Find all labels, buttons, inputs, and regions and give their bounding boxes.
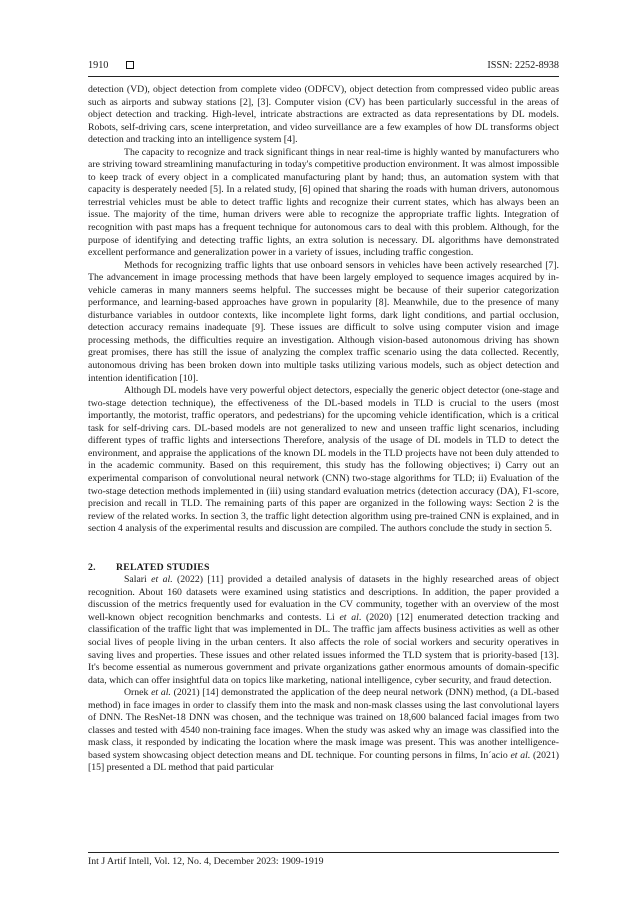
italic-run: et al.	[151, 687, 171, 699]
text-run: (2021) [14] demonstrated the application of the deep neural network (DNN) method, (a DL-based method) in face images in order to classify them into the mask and non-mask classes using the last convolutional layers of DNN. The ResNet-18 DNN was chosen, and the technique was trained on 18,600 balanced facial images from two classes and tested with 4540 non-training face images. When the study was asked why an image was classified into the mask class, it responded by indicating the location where the mask image was present. This was another intelligence-based system showcasing object detection means and DL technique. For counting persons in films, In´acio	[88, 687, 559, 761]
page-number: 1910	[88, 60, 109, 71]
text-run: Salari	[124, 574, 152, 586]
running-header	[88, 60, 559, 76]
section-number: 2.	[88, 561, 96, 573]
paragraph	[88, 574, 559, 687]
text-run: (2022) [11] provided a detailed analysis of datasets in the highly researched areas of object recognition. About 160 datasets were examined using statistics and descriptions. In addition, the paper provided a discussion of the metrics frequently used for evaluation in the CV community, together with an overview of the most well-known object recognition benchmarks and contests. Li	[88, 574, 559, 623]
text-run: Ornek	[124, 687, 152, 699]
paragraph: detection (VD), object detection from complete video (ODFCV), object detection from compressed video public areas such as airports and subway stations [2], [3]. Computer vision (CV) has been particularly successful in the areas of object detection and tracking. High-level, intricate abstractions are extracted as data representations by DL models. Robots, self-driving cars, scene interpretation, and video surveillance are a few examples of how DL transforms object detection and tracking into an intelligence system [4].	[88, 84, 559, 146]
body-text	[88, 84, 559, 775]
paragraph: Although DL models have very powerful object detectors, especially the generic object detector (one-stage and two-stage detection technique), the effectiveness of the DL-based models in TLD is crucial to the users (most importantly, the motorist, traffic operators, and pedestrians) for the upcoming vehicle identification, which is a critical task for self-driving cars. DL-based models are not generalized to new and unseen traffic light scenarios, including different types of traffic lights and intersections Therefore, analysis of the usage of DL models in TLD to detect the environment, and appraise the applications of the known DL models in the TLD projects have not been duly attended to in the academic community. Based on this requirement, this study has the following objectives; i) Carry out an experimental comparison of convolutional neural network (CNN) two-stage algorithms for TLD; ii) Evaluation of the two-stage detection methods implemented in (iii) using standard evaluation metrics (detection accuracy (DA), F1-score, precision and recall in TLD. The remaining parts of this paper are organized in the following ways: Section 2 is the review of the related works. In section 3, the traffic light detection algorithm using pre-trained CNN is explained, and in section 4 analysis of the experimental results and discussion are compiled. The authors conclude the study in section 5.	[88, 385, 559, 535]
paragraph: The capacity to recognize and track significant things in near real-time is highly wanted by manufacturers who are striving toward streamlining manufacturing in today's competitive production environment. It was almost impossible to keep track of every object in a complicated manufacturing plant by hand; thus, an automation system with that capacity is desperately needed [5]. In a related study, [6] opined that sharing the roads with human drivers, autonomous terrestrial vehicles must be able to detect traffic lights and recognize their current states, which has always been an issue. The majority of the time, human drivers were able to recognize the appropriate traffic lights. Integration of recognition with past maps has a frequent technique for autonomous cars to deal with this problem. Although, for the purpose of identifying and detecting traffic lights, an extra solution is necessary. DL algorithms have demonstrated excellent performance and generalization power in a variety of issues, including traffic congestion.	[88, 146, 559, 259]
square-icon	[126, 61, 134, 69]
text-run: . (2020) [12] enumerated detection tracking and classification of the traffic light that was implemented in DL. The traffic jam affects business activities as well as other social lives of people living in the urban centers. It also affects the role of social workers and security operatives in saving lives and properties. These issues and other related issues informed the TLD system that is priority-based [13]. It's become essential as numerous government and private organizations gather enormous amounts of domain-specific data, which can offer insightful data on topics like marketing, national intelligence, cyber security, and fraud detection.	[88, 611, 560, 686]
paragraph	[88, 687, 559, 775]
section-heading	[88, 562, 559, 575]
text-run: (2021) [15] presented a DL method that paid particular	[88, 749, 559, 774]
italic-run: et al.	[510, 749, 531, 761]
footer-rule	[88, 852, 559, 853]
journal-citation: Int J Artif Intell, Vol. 12, No. 4, December 2023: 1909-1919	[88, 856, 324, 867]
section-title: RELATED STUDIES	[116, 561, 210, 573]
italic-run: et al.	[151, 574, 173, 586]
header-rule	[88, 76, 559, 77]
paragraph: Methods for recognizing traffic lights that use onboard sensors in vehicles have been actively researched [7]. The advancement in image processing methods that have been largely employed to sequence images acquired by in-vehicle cameras in many manners seems helpful. The successes might be because of their superior categorization performance, and learning-based approaches have grown in popularity [8]. Meanwhile, due to the presence of many disturbance variables in outdoor contexts, like incomplete light forms, dark light conditions, and partial occlusion, detection accuracy remains inadequate [9]. These issues are difficult to solve using computer vision and image processing methods, the difficulties require an investigation. Although vision-based autonomous driving has shown great promises, there has still the issue of analyzing the complex traffic scenario using the data collected. Recently, autonomous driving has been broken down into multiple tasks utilizing various models, such as object detection and intention identification [10].	[88, 259, 559, 384]
italic-run: et al	[339, 611, 359, 623]
issn: ISSN: 2252-8938	[487, 60, 559, 71]
